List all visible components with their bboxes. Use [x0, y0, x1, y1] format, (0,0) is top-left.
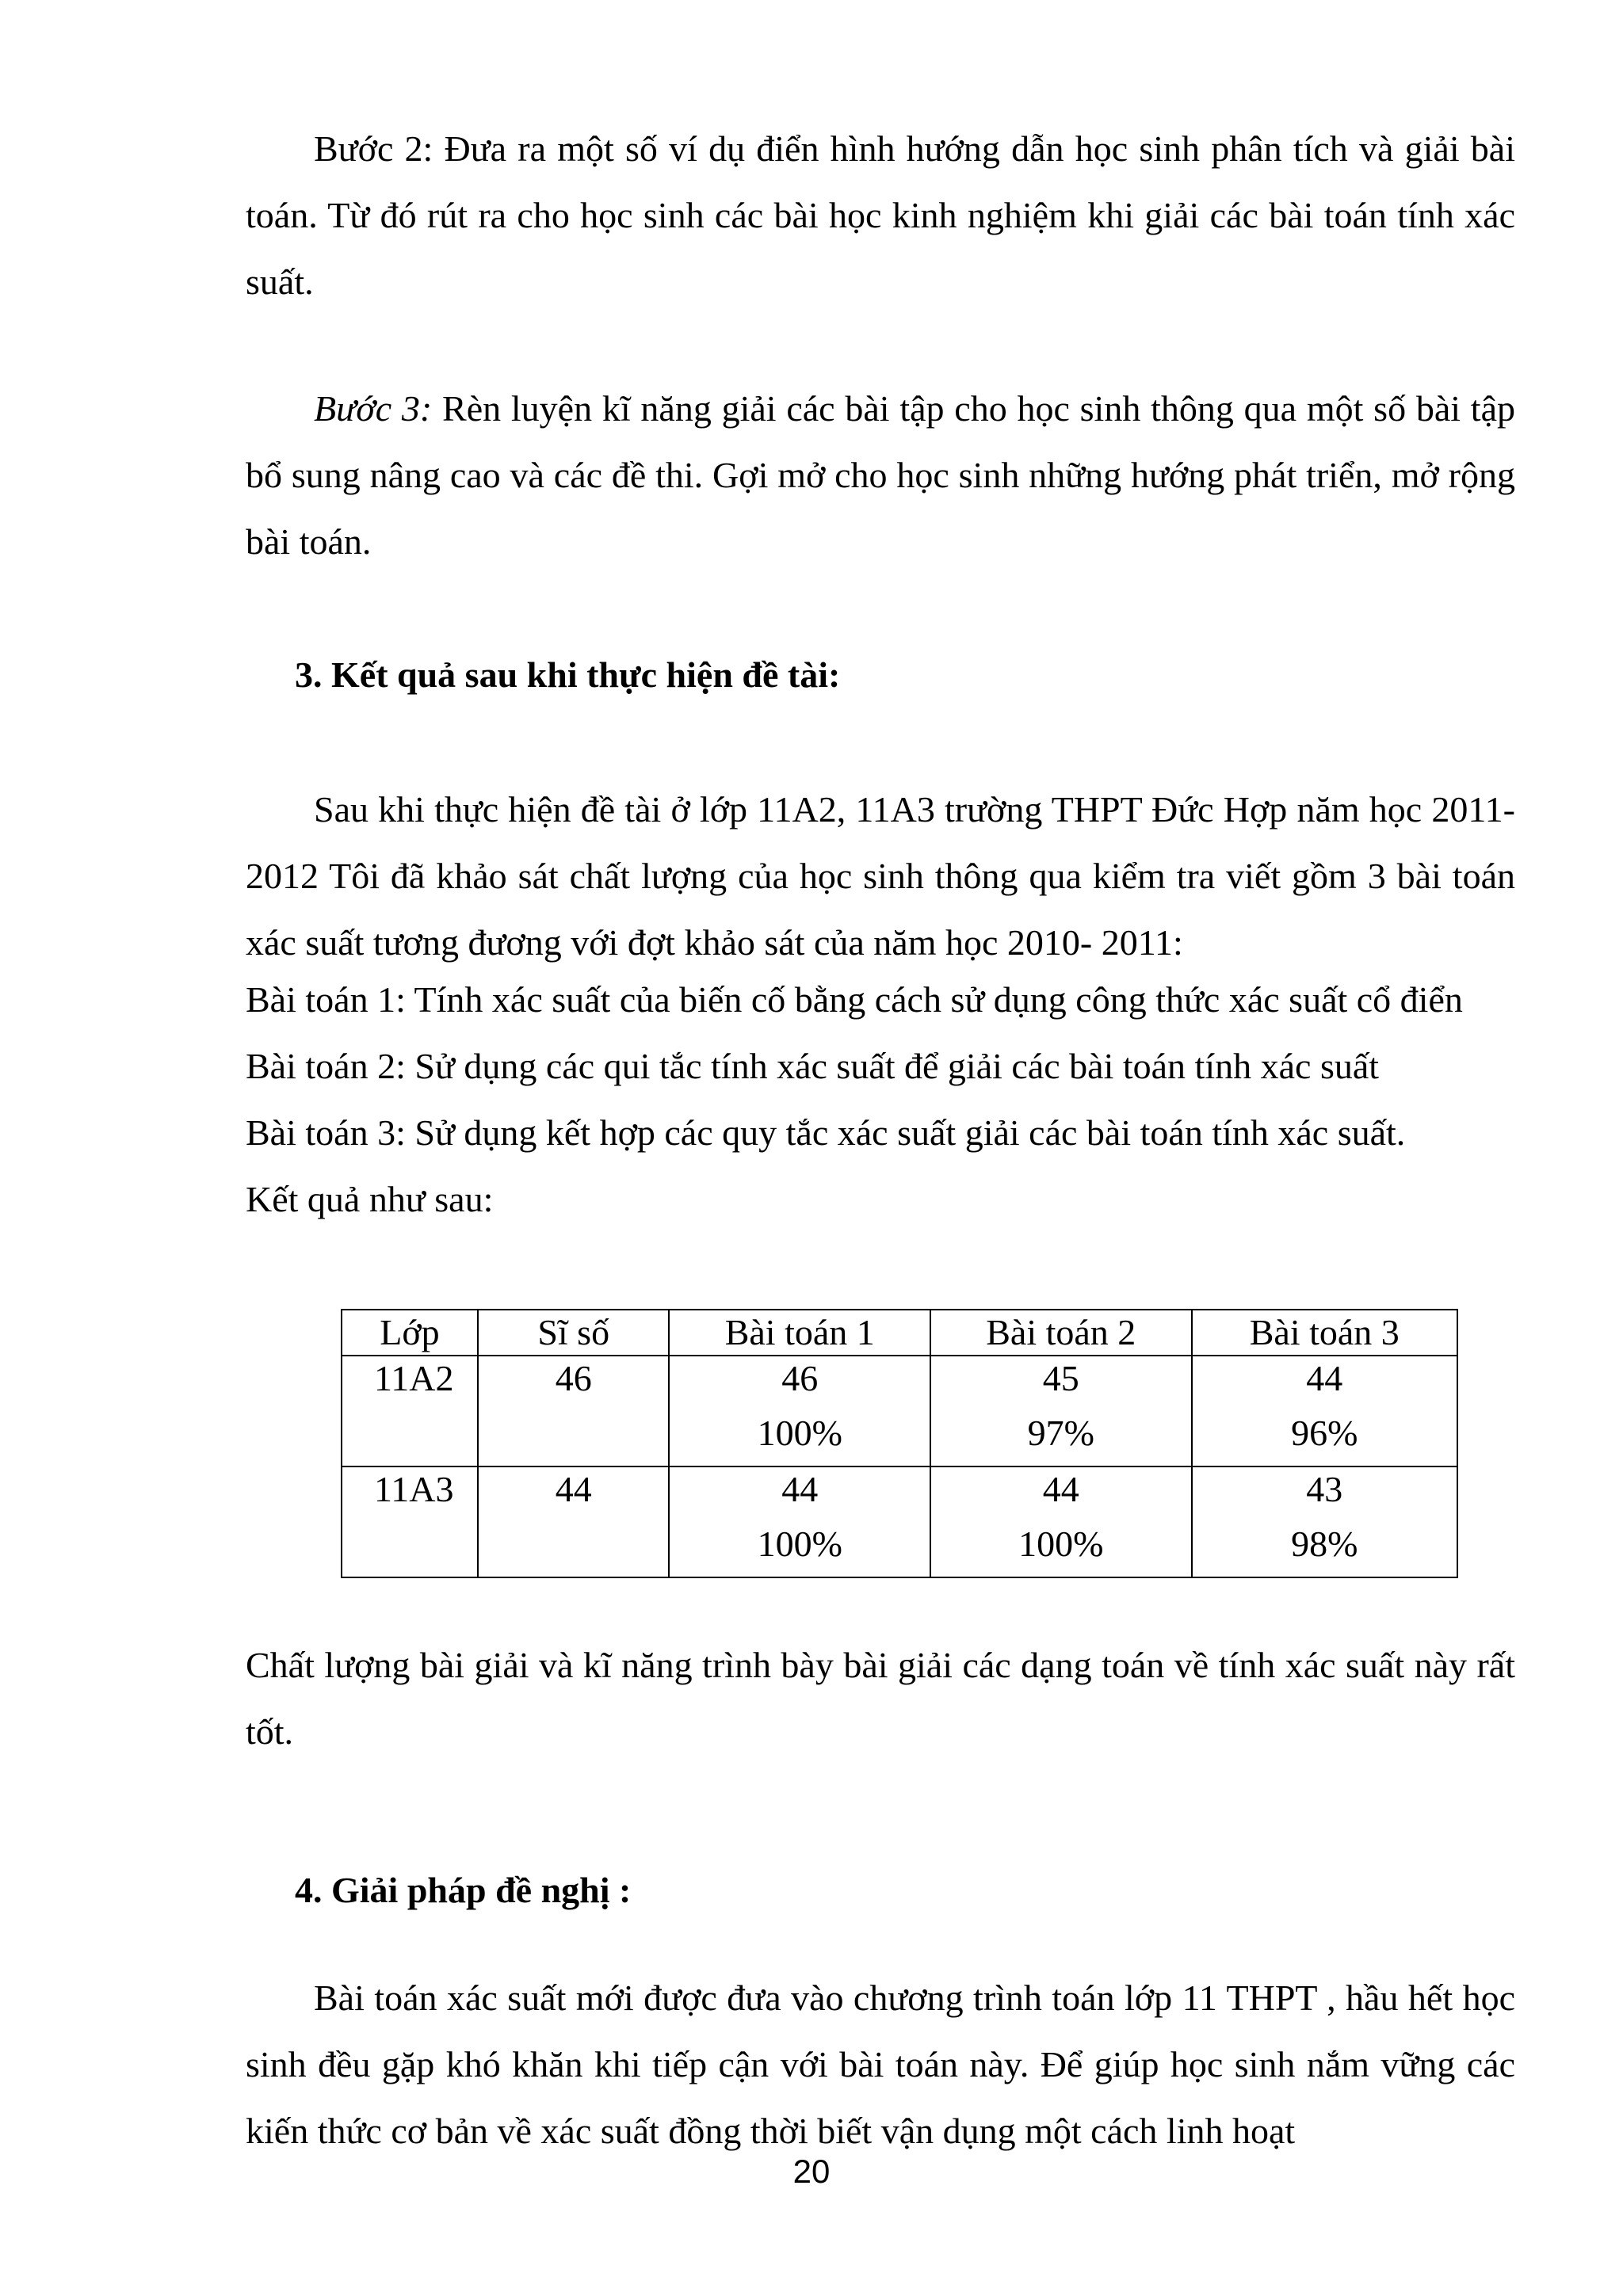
cell-percent: 100% [1018, 1524, 1104, 1564]
header-size: Sĩ số [478, 1310, 670, 1356]
conclusion-paragraph: Chất lượng bài giải và kĩ năng trình bày bài giải các dạng toán về tính xác suất này rất tốt. [246, 1645, 1515, 1752]
step3-label: Bước 3: [314, 388, 433, 429]
cell-class: 11A3 [342, 1466, 478, 1577]
cell-size-value: 44 [555, 1469, 592, 1509]
table-row [342, 1466, 1457, 1577]
cell-size [478, 1356, 670, 1466]
step3-paragraph [246, 376, 1515, 575]
cell-problem-1 [669, 1356, 930, 1466]
header-problem-1: Bài toán 1 [669, 1310, 930, 1356]
problem-1-line: Bài toán 1: Tính xác suất của biến cố bằng cách sử dụng công thức xác suất cổ điển [246, 979, 1463, 1020]
table-header-row [342, 1310, 1457, 1356]
cell-problem-1 [669, 1466, 930, 1577]
table-row [342, 1356, 1457, 1466]
step2-paragraph: Bước 2: Đưa ra một số ví dụ điển hình hướng dẫn học sinh phân tích và giải bài toán. Từ đó rút ra cho học sinh các bài học kinh nghiệm khi giải các bài toán tính xác suất. [246, 128, 1515, 302]
problem-2-line: Bài toán 2: Sử dụng các qui tắc tính xác suất để giải các bài toán tính xác suất [246, 1046, 1380, 1086]
page-number: 20 [792, 2153, 831, 2190]
cell-count: 44 [781, 1469, 819, 1509]
section4-heading: 4. Giải pháp đề nghị : [295, 1870, 632, 1910]
section3-intro: Sau khi thực hiện đề tài ở lớp 11A2, 11A3 trường THPT Đức Hợp năm học 2011- 2012 Tôi đã khảo sát chất lượng của học sinh thông qua kiểm tra viết gồm 3 bài toán xác suất tương đương với đợt khảo sát của năm học 2010- 2011: [246, 789, 1515, 963]
cell-size-value: 46 [555, 1358, 592, 1398]
cell-percent: 100% [757, 1413, 842, 1453]
header-problem-3: Bài toán 3 [1192, 1310, 1457, 1356]
results-table [341, 1309, 1458, 1578]
cell-count: 46 [781, 1358, 819, 1398]
problem-3-line: Bài toán 3: Sử dụng kết hợp các quy tắc xác suất giải các bài toán tính xác suất. [246, 1112, 1406, 1153]
cell-count: 44 [1306, 1358, 1343, 1398]
cell-problem-2 [930, 1466, 1192, 1577]
cell-percent: 96% [1291, 1413, 1358, 1453]
cell-problem-3 [1192, 1356, 1457, 1466]
cell-problem-3 [1192, 1466, 1457, 1577]
cell-percent: 97% [1027, 1413, 1094, 1453]
cell-percent: 98% [1291, 1524, 1358, 1564]
header-class: Lớp [342, 1310, 478, 1356]
cell-percent: 100% [757, 1524, 842, 1564]
cell-class: 11A2 [342, 1356, 478, 1466]
cell-count: 44 [1042, 1469, 1079, 1509]
cell-count: 43 [1306, 1469, 1343, 1509]
results-intro-line: Kết quả như sau: [246, 1179, 494, 1219]
cell-problem-2 [930, 1356, 1192, 1466]
cell-size [478, 1466, 670, 1577]
cell-count: 45 [1042, 1358, 1079, 1398]
step3-text: Rèn luyện kĩ năng giải các bài tập cho học sinh thông qua một số bài tập bổ sung nâng cao và các đề thi. Gợi mở cho học sinh những hướng phát triển, mở rộng bài toán. [246, 388, 1515, 562]
section4-paragraph: Bài toán xác suất mới được đưa vào chương trình toán lớp 11 THPT , hầu hết học sinh đều gặp khó khăn khi tiếp cận với bài toán này. Để giúp học sinh nắm vững các kiến thức cơ bản về xác suất đồng thời biết vận dụng một cách linh hoạt [246, 1978, 1515, 2151]
header-problem-2: Bài toán 2 [930, 1310, 1192, 1356]
section3-heading: 3. Kết quả sau khi thực hiện đề tài: [295, 654, 841, 695]
